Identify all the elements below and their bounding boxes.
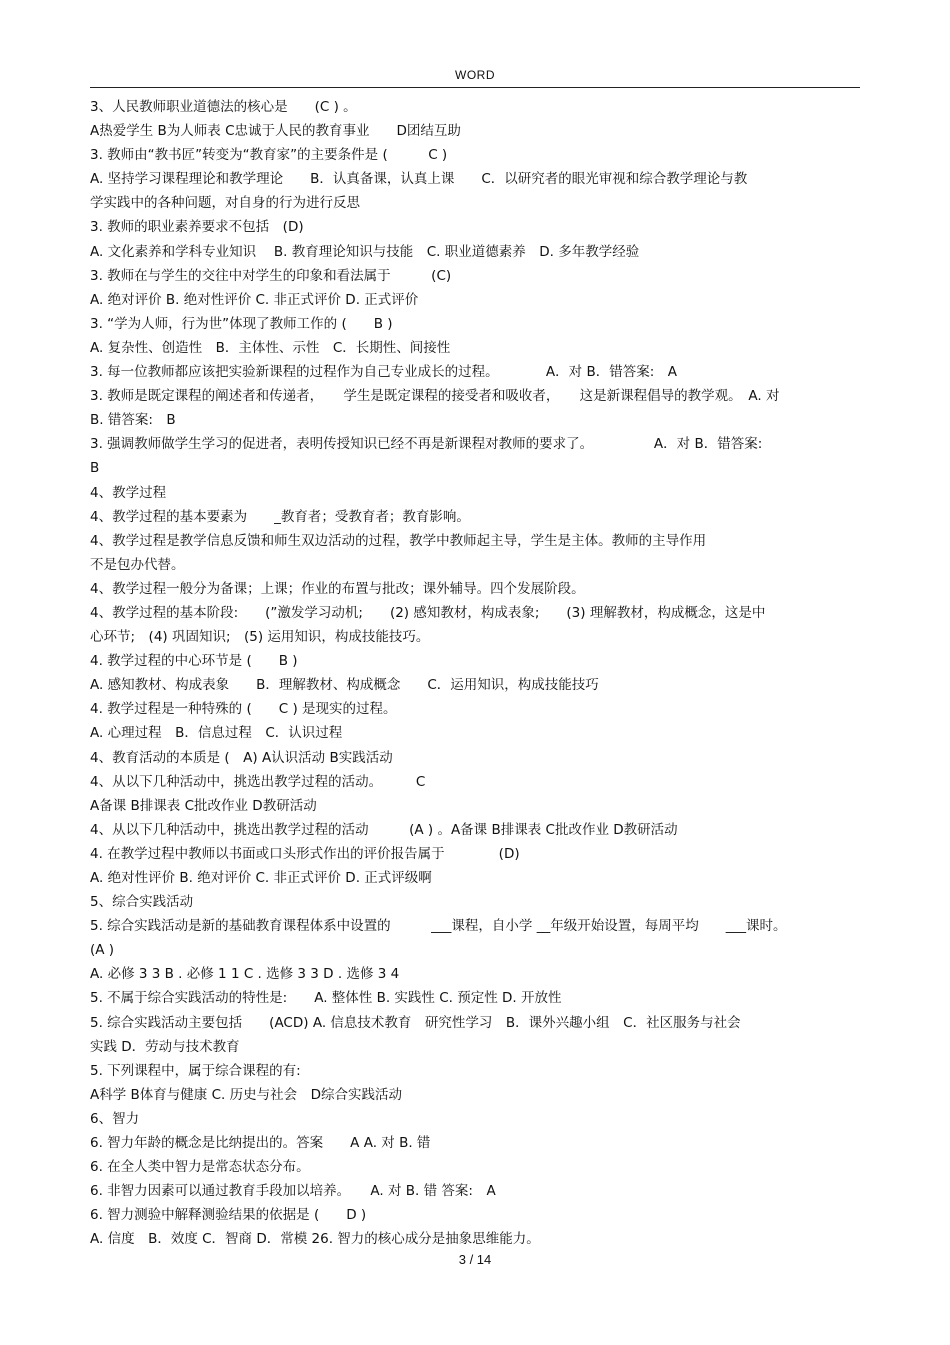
text-line: 4、教学过程的基本要素为 _教育者；受教育者；教育影响。 <box>90 508 470 525</box>
text-line: 3、人民教师职业道德法的核心是 (C ) 。 <box>90 99 357 115</box>
page-number: 3 / 14 <box>458 1252 492 1267</box>
text-line: 3. 教师在与学生的交往中对学生的印象和看法属于 (C) <box>90 267 452 284</box>
text-line: 5. 不属于综合实践活动的特性是: A. 整体性 B. 实践性 C. 预定性 D. 开放性 <box>90 990 562 1007</box>
text-line: B <box>90 460 100 477</box>
text-line: 3. 教师是既定课程的阐述者和传递者， 学生是既定课程的接受者和吸收者， 这是新课程倡导的教学观。 A. 对 <box>90 388 780 405</box>
text-line: A热爱学生 B为人师表 C忠诚于人民的教育事业 D团结互助 <box>90 123 461 140</box>
text-line: 4、从以下几种活动中，挑选出教学过程的活动。 C <box>90 773 426 790</box>
text-line: A. 必修 3 3 B . 必修 1 1 C . 选修 3 3 D . 选修 3 4 <box>90 966 400 983</box>
text-line: 6. 智力测验中解释测验结果的依据是 ( D ) <box>90 1207 367 1224</box>
text-line: 6、智力 <box>90 1110 140 1127</box>
text-line: 4、教学过程一般分为备课；上课；作业的布置与批改；课外辅导。四个发展阶段。 <box>90 580 585 597</box>
text-line: 4、教学过程 <box>90 484 167 501</box>
text-line: 4、教学过程是教学信息反馈和师生双边活动的过程，教学中教师起主导，学生是主体。教师的主导作用 <box>90 532 707 549</box>
text-line: A. 复杂性、创造性 B．主体性、示性 C．长期性、间接性 <box>90 339 451 356</box>
text-line: 6. 非智力因素可以通过教育手段加以培养。 A. 对 B. 错 答案: A <box>90 1183 496 1200</box>
text-line: A. 文化素养和学科专业知识 B. 教育理论知识与技能 C. 职业道德素养 D. 多年教学经验 <box>90 243 640 260</box>
text-line: 4、从以下几种活动中，挑选出教学过程的活动 (A ) 。A备课 B排课表 C批改作业 D教研活动 <box>90 821 678 838</box>
text-line: 5、综合实践活动 <box>90 894 194 911</box>
text-line: 3. 每一位教师都应该把实验新课程的过程作为自己专业成长的过程。 A．对 B．错答案: A <box>90 364 677 381</box>
text-line: A. 绝对性评价 B. 绝对评价 C. 非正式评价 D. 正式评级啊 <box>90 870 432 886</box>
document-body <box>90 95 865 1252</box>
text-line: 4. 在教学过程中教师以书面或口头形式作出的评价报告属于 (D) <box>90 845 520 862</box>
text-line: 3. “学为人师，行为世”体现了教师工作的 ( B ) <box>90 315 393 332</box>
text-line: 4. 教学过程的中心环节是 ( B ) <box>90 653 298 670</box>
text-line: 6. 在全人类中智力是常态状态分布。 <box>90 1159 310 1176</box>
text-line: A. 感知教材、构成表象 B．理解教材、构成概念 C．运用知识，构成技能技巧 <box>90 677 599 694</box>
text-line: A. 心理过程 B．信息过程 C．认识过程 <box>90 725 343 742</box>
text-line: 4、教学过程的基本阶段: (”激发学习动机; (2) 感知教材，构成表象; (3) 理解教材，构成概念，这是中 <box>90 604 766 621</box>
text-line: 不是包办代替。 <box>90 556 185 573</box>
text-line: 3. 教师的职业素养要求不包括 (D) <box>90 219 304 236</box>
text-line: A备课 B排课表 C批改作业 D教研活动 <box>90 797 317 814</box>
text-line: 4. 教学过程是一种特殊的 ( C ) 是现实的过程。 <box>90 701 397 718</box>
header-divider <box>90 87 860 88</box>
text-line: 5. 综合实践活动是新的基础教育课程体系中设置的 ___课程，自小学 __年级开始设置，每周平均 ___课时。 <box>90 918 787 935</box>
text-line: 5. 综合实践活动主要包括 (ACD) A. 信息技术教育 研究性学习 B．课外兴趣小组 C．社区服务与社会 <box>90 1014 741 1031</box>
text-line: A科学 B体育与健康 C. 历史与社会 D综合实践活动 <box>90 1086 402 1103</box>
text-line: 学实践中的各种问题，对自身的行为进行反思 <box>90 195 360 212</box>
text-line: 6. 智力年龄的概念是比纳提出的。答案 A A. 对 B. 错 <box>90 1135 431 1152</box>
text-line: 实践 D．劳动与技术教育 <box>90 1038 240 1055</box>
page-header-title: WORD <box>455 68 495 82</box>
text-line: 3. 教师由“教书匠”转变为“教育家”的主要条件是 ( C ) <box>90 147 448 164</box>
text-line: 心环节; (4) 巩固知识; (5) 运用知识，构成技能技巧。 <box>90 629 430 646</box>
text-line: 3. 强调教师做学生学习的促进者，表明传授知识已经不再是新课程对教师的要求了。 A．对 B．错答案: <box>90 436 763 453</box>
text-line: A. 绝对评价 B. 绝对性评价 C. 非正式评价 D. 正式评价 <box>90 291 419 308</box>
text-line: B. 错答案: B <box>90 412 176 429</box>
text-line: 5. 下列课程中，属于综合课程的有: <box>90 1062 301 1079</box>
text-line: A. 信度 B．效度 C．智商 D．常模 26. 智力的核心成分是抽象思维能力。 <box>90 1231 540 1248</box>
text-line: A. 坚持学习课程理论和教学理论 B．认真备课，认真上课 C．以研究者的眼光审视和综合教学理论与教 <box>90 171 748 188</box>
text-line: (A ) <box>90 942 115 959</box>
text-line: 4、教育活动的本质是 ( A) A认识活动 B实践活动 <box>90 749 393 766</box>
